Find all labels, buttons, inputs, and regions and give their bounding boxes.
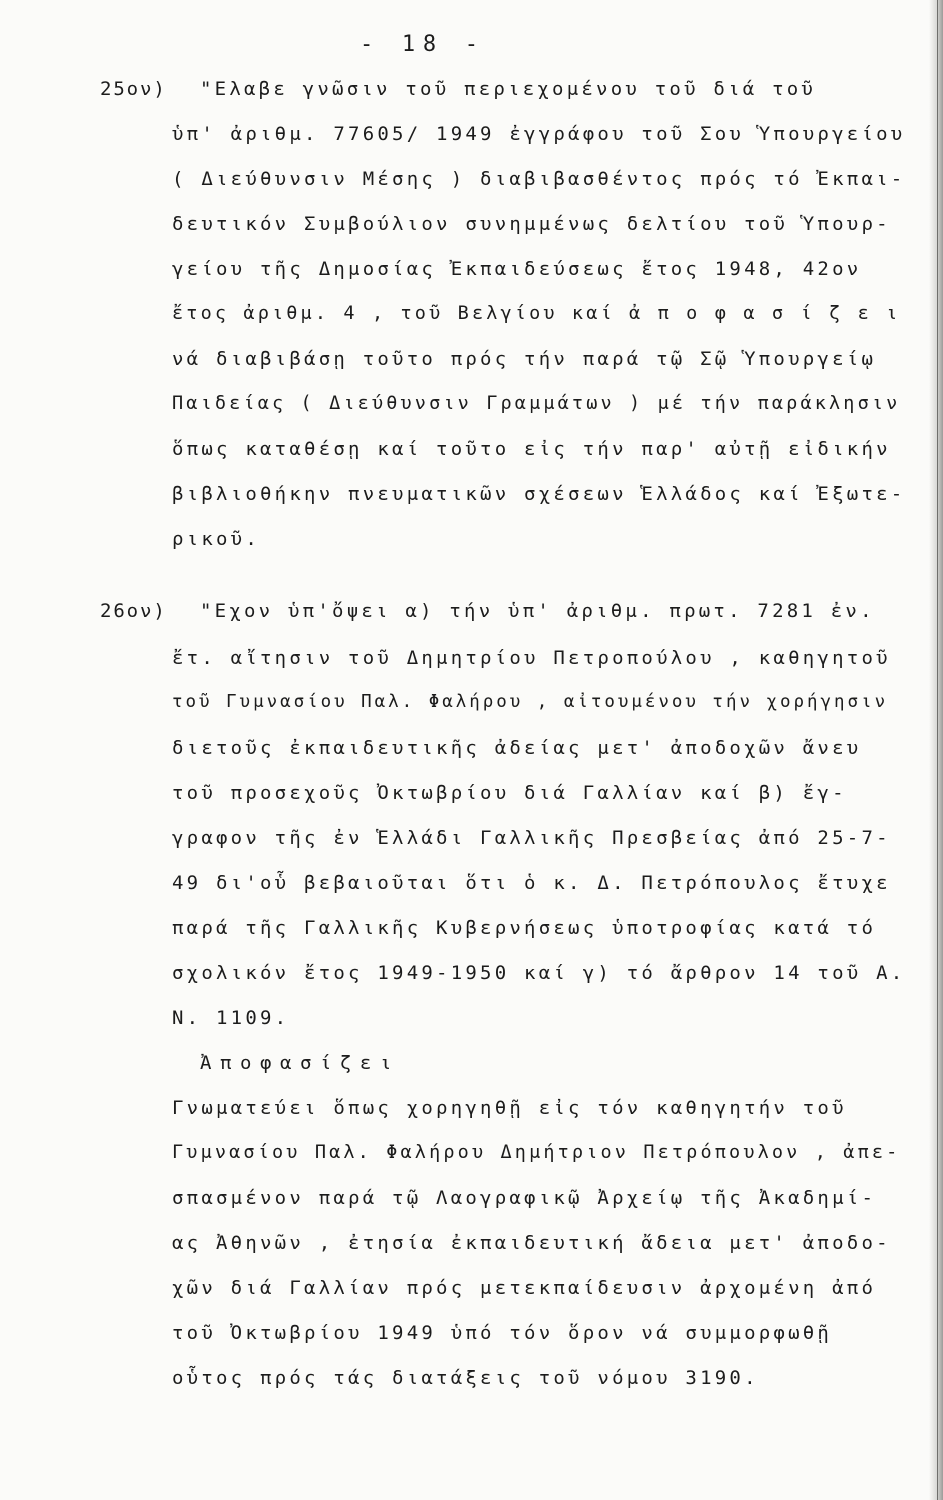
item-25-line-7: νά διαβιβάσῃ τοῦτο πρός τήν παρά τῷ Σῷ Ὑπουργείῳ <box>172 348 877 370</box>
page-edge-shadow <box>929 0 943 1500</box>
item-25-line-4: δευτικόν Συμβούλιον συνημμένως δελτίου τοῦ Ὑπουρ- <box>172 213 891 235</box>
item-25-line-3: ( Διεύθυνσιν Μέσης ) διαβιβασθέντος πρός τό Ἐκπαι- <box>172 168 906 190</box>
item-number-25: 25ον) <box>100 78 167 100</box>
item-number-26: 26ον) <box>100 600 167 622</box>
decision-line-7: οὗτος πρός τάς διατάξεις τοῦ νόμου 3190. <box>172 1367 759 1389</box>
item-25-line-5: γείου τῆς Δημοσίας Ἐκπαιδεύσεως ἔτος 1948, 42ον <box>172 258 862 280</box>
decision-line-2: Γυμνασίου Παλ. Φαλήρου Δημήτριον Πετρόπουλον , ἀπε- <box>172 1142 901 1163</box>
item-25-line-1: "Ελαβε γνῶσιν τοῦ περιεχομένου τοῦ διά τοῦ <box>200 78 817 100</box>
decision-line-1: Γνωματεύει ὅπως χορηγηθῇ εἰς τόν καθηγητήν τοῦ <box>172 1097 847 1119</box>
item-25-line-11: ρικοῦ. <box>172 528 261 550</box>
item-25-line-2: ὑπ' ἀριθμ. 77605/ 1949 ἐγγράφου τοῦ Σου Ὑπουργείου <box>172 123 906 145</box>
decision-line-5: χῶν διά Γαλλίαν πρός μετεκπαίδευσιν ἀρχομένη ἀπό <box>172 1277 877 1299</box>
decision-heading: Ἀποφασίζει <box>200 1052 400 1074</box>
item-26-line-10: Ν. 1109. <box>172 1007 290 1029</box>
item-25-line-6: ἔτος ἀριθμ. 4 , τοῦ Βελγίου καί ἀ π ο φ α σ ί ζ ε ι <box>172 303 901 324</box>
item-25-line-9: ὅπως καταθέσῃ καί τοῦτο εἰς τήν παρ' αὐτῇ εἰδικήν <box>172 438 891 460</box>
decision-line-3: σπασμένον παρά τῷ Λαογραφικῷ Ἀρχείῳ τῆς Ἀκαδημί- <box>172 1187 877 1209</box>
item-26-line-5: τοῦ προσεχοῦς Ὀκτωβρίου διά Γαλλίαν καί β) ἔγ- <box>172 782 847 804</box>
item-26-line-8: παρά τῆς Γαλλικῆς Κυβερνήσεως ὑποτροφίας κατά τό <box>172 917 877 939</box>
item-26-line-3: τοῦ Γυμνασίου Παλ. Φαλήρου , αἰτουμένου τήν χορήγησιν <box>172 692 889 712</box>
item-26-line-7: 49 δι'οὗ βεβαιοῦται ὅτι ὁ κ. Δ. Πετρόπουλος ἔτυχε <box>172 872 891 894</box>
decision-line-6: τοῦ Ὀκτωβρίου 1949 ὑπό τόν ὅρον νά συμμορφωθῇ <box>172 1322 833 1344</box>
item-26-line-1: "Εχον ὑπ'ὄψει α) τήν ὑπ' ἀριθμ. πρωτ. 7281 ἐν. <box>200 600 875 622</box>
item-26-line-2: ἔτ. αἴτησιν τοῦ Δημητρίου Πετροπούλου , καθηγητοῦ <box>172 647 891 669</box>
item-25-line-10: βιβλιοθήκην πνευματικῶν σχέσεων Ἑλλάδος καί Ἐξωτε- <box>172 483 906 505</box>
item-26-line-9: σχολικόν ἔτος 1949-1950 καί γ) τό ἄρθρον 14 τοῦ Α. <box>172 962 906 984</box>
page-edge-line <box>937 0 938 1500</box>
item-25-line-8: Παιδείας ( Διεύθυνσιν Γραμμάτων ) μέ τήν παράκλησιν <box>172 393 901 414</box>
item-26-line-4: διετοῦς ἐκπαιδευτικῆς ἀδείας μετ' ἀποδοχῶν ἄνευ <box>172 737 862 759</box>
page-number: - 18 - <box>360 32 486 57</box>
item-26-line-6: γραφον τῆς ἐν Ἑλλάδι Γαλλικῆς Πρεσβείας ἀπό 25-7- <box>172 827 891 849</box>
decision-line-4: ας Ἀθηνῶν , ἐτησία ἐκπαιδευτική ἄδεια μετ' ἀποδο- <box>172 1232 891 1254</box>
